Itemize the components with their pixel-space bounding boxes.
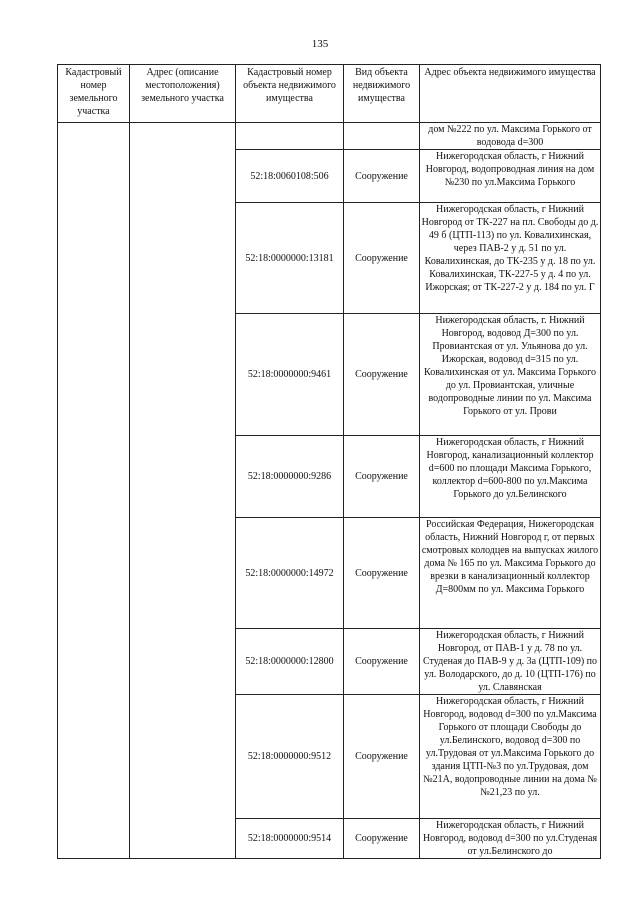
object-kind: Сооружение	[344, 695, 420, 819]
object-kind	[344, 123, 420, 150]
page-number: 135	[311, 38, 329, 50]
header-object-address: Адрес объекта недвижимого имущества	[420, 65, 601, 123]
object-kind: Сооружение	[344, 629, 420, 695]
object-kind: Сооружение	[344, 819, 420, 859]
object-kind: Сооружение	[344, 150, 420, 203]
object-address: Нижегородская область, г Нижний Новгород, канализационный коллектор d=600 по площади Максима Горького, коллектор d=600-800 по ул.Максима Горького до ул.Белинского	[420, 436, 601, 518]
object-address: Нижегородская область, г Нижний Новгород, водопроводная линия на дом №230 по ул.Максима Горького	[420, 150, 601, 203]
object-cadastral-number: 52:18:0000000:13181	[236, 203, 344, 314]
object-address: Нижегородская область, г Нижний Новгород, водовод d=300 по ул.Студеная от ул.Белинского до	[420, 819, 601, 859]
header-land-cadastral-number: Кадастровый номер земельного участка	[58, 65, 130, 123]
object-address: Нижегородская область, г Нижний Новгород, водовод d=300 по ул.Максима Горького от площади Свободы до ул.Белинского, водовод d=300 по ул.Трудовая от ул.Максима Горького до здания ЦТП-№3 по ул.Трудовая, дом №21А, водопроводные линии на дома №№21,23 по ул.	[420, 695, 601, 819]
object-cadastral-number: 52:18:0000000:14972	[236, 518, 344, 629]
header-row	[58, 65, 601, 123]
object-kind: Сооружение	[344, 518, 420, 629]
object-cadastral-number: 52:18:0000000:9461	[236, 314, 344, 436]
header-land-address: Адрес (описание местоположения) земельного участка	[130, 65, 236, 123]
object-cadastral-number: 52:18:0060108:506	[236, 150, 344, 203]
header-object-kind: Вид объекта недвижимого имущества	[344, 65, 420, 123]
object-address: Нижегородская область, г Нижний Новгород, от ПАВ-1 у д. 78 по ул. Студеная до ПАВ-9 у д. 3а (ЦТП-109) по ул. Володарского, до д. 10 (ЦТП-176) по ул. Славянская	[420, 629, 601, 695]
object-address: Российская Федерация, Нижегородская область, Нижний Новгород г, от первых смотровых колодцев на выпусках жилого дома № 165 по ул. Максима Горького до врезки в канализационный коллектор Д=800мм по ул. Максима Горького	[420, 518, 601, 629]
object-cadastral-number	[236, 123, 344, 150]
object-cadastral-number: 52:18:0000000:9286	[236, 436, 344, 518]
registry-table	[57, 64, 601, 859]
land-cadastral-number-cell	[58, 123, 130, 859]
header-object-cadastral-number: Кадастровый номер объекта недвижимого имущества	[236, 65, 344, 123]
table-row	[58, 123, 601, 150]
object-cadastral-number: 52:18:0000000:12800	[236, 629, 344, 695]
object-kind: Сооружение	[344, 203, 420, 314]
object-cadastral-number: 52:18:0000000:9512	[236, 695, 344, 819]
object-address: дом №222 по ул. Максима Горького от водовода d=300	[420, 123, 601, 150]
object-cadastral-number: 52:18:0000000:9514	[236, 819, 344, 859]
object-address: Нижегородская область, г Нижний Новгород от ТК-227 на пл. Свободы до д. 49 б (ЦТП-113) по ул. Ковалихинская, через ПАВ-2 у д. 51 по ул. Ковалихинская, до ТК-235 у д. 18 по ул. Ковалихинская, ТК-227-5 у д. 4 по ул. Ижорская; от ТК-227-2 у д. 184 по ул. Г	[420, 203, 601, 314]
object-kind: Сооружение	[344, 314, 420, 436]
land-address-cell	[130, 123, 236, 859]
object-kind: Сооружение	[344, 436, 420, 518]
object-address: Нижегородская область, г. Нижний Новгород, водовод Д=300 по ул. Провиантская от ул. Ульянова до ул. Ижорская, водовод d=315 по ул. Ковалихинская от ул. Максима Горького до ул. Провиантская, уличные водопроводные линии по ул. Максима Горького от ул. Прови	[420, 314, 601, 436]
